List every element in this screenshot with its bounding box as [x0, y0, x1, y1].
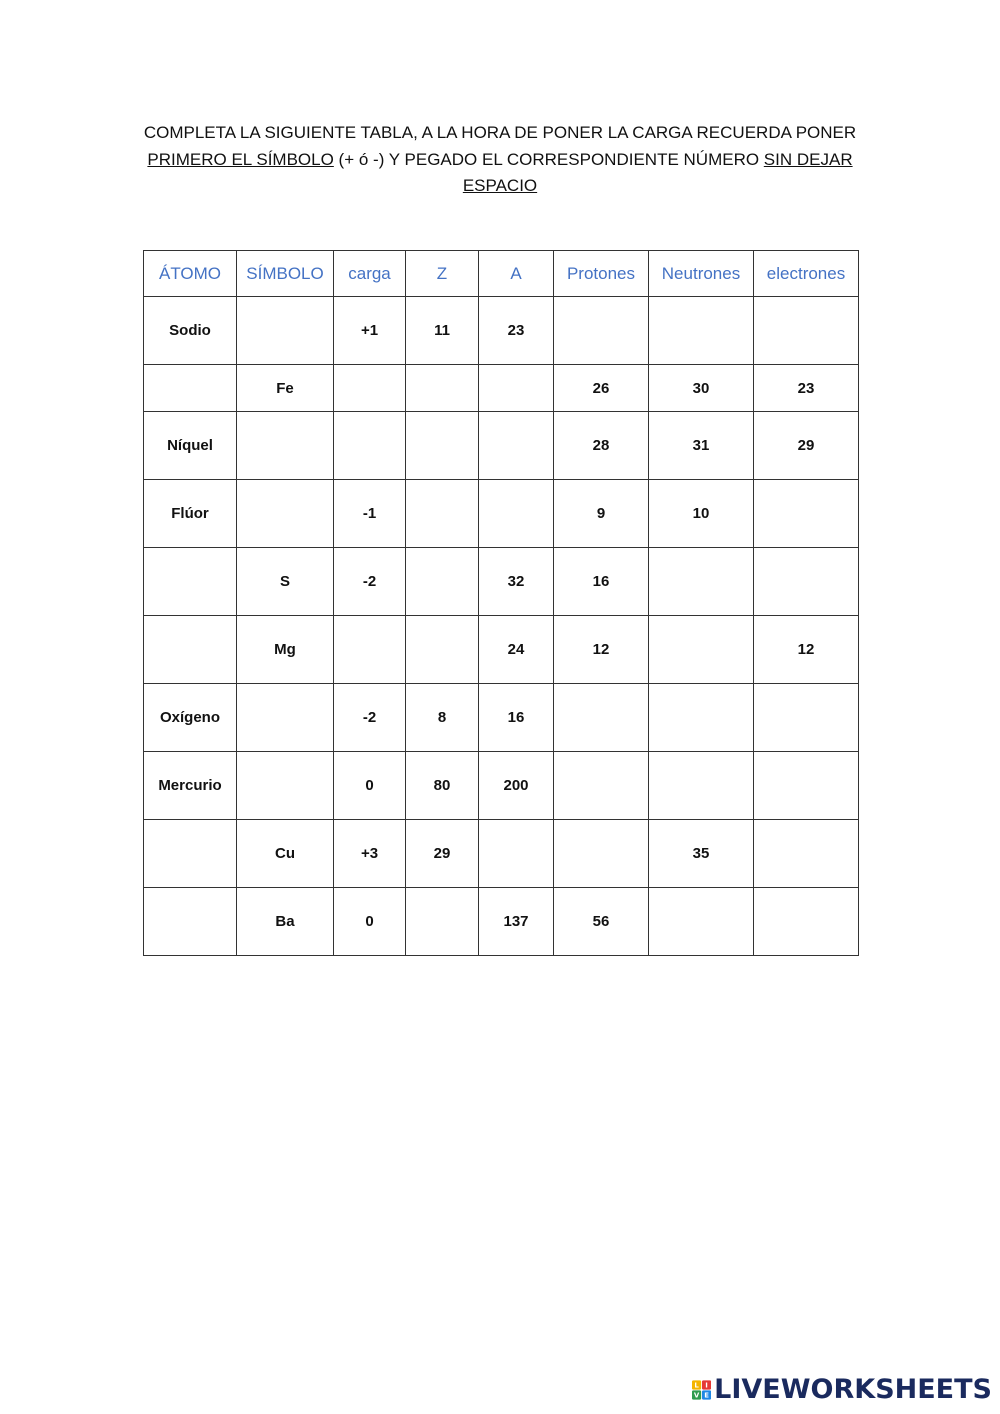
cell-protones[interactable] [554, 297, 649, 365]
cell-carga[interactable] [334, 412, 406, 480]
cell-atomo[interactable] [144, 548, 237, 616]
cell-z[interactable] [406, 412, 479, 480]
cell-z[interactable] [406, 480, 479, 548]
badge-letter-e: E [704, 1391, 709, 1400]
cell-simbolo[interactable] [237, 480, 334, 548]
table-row [144, 297, 859, 365]
cell-a[interactable] [479, 820, 554, 888]
cell-simbolo: Mg [237, 616, 334, 684]
cell-electrones[interactable] [754, 684, 859, 752]
cell-a: 32 [479, 548, 554, 616]
cell-simbolo: Fe [237, 365, 334, 412]
header-protones: Protones [554, 251, 649, 297]
cell-carga[interactable] [334, 365, 406, 412]
header-z: Z [406, 251, 479, 297]
cell-atomo: Flúor [144, 480, 237, 548]
table-row [144, 820, 859, 888]
cell-atomo: Sodio [144, 297, 237, 365]
cell-carga: -1 [334, 480, 406, 548]
instructions-underlined-espacio: ESPACIO [462, 176, 538, 195]
cell-carga: +1 [334, 297, 406, 365]
cell-z: 8 [406, 684, 479, 752]
liveworksheets-badge-icon [692, 1379, 711, 1401]
cell-atomo: Oxígeno [144, 684, 237, 752]
header-row [144, 251, 859, 297]
cell-simbolo: S [237, 548, 334, 616]
badge-letter-l: L [694, 1381, 699, 1390]
table-row [144, 616, 859, 684]
cell-z[interactable] [406, 616, 479, 684]
header-carga: carga [334, 251, 406, 297]
cell-electrones: 12 [754, 616, 859, 684]
cell-protones: 28 [554, 412, 649, 480]
cell-a: 137 [479, 888, 554, 956]
cell-a: 16 [479, 684, 554, 752]
cell-carga: 0 [334, 752, 406, 820]
liveworksheets-logo [692, 1374, 992, 1406]
cell-atomo[interactable] [144, 365, 237, 412]
cell-electrones[interactable] [754, 548, 859, 616]
cell-electrones[interactable] [754, 752, 859, 820]
cell-neutrones: 10 [649, 480, 754, 548]
table-row [144, 684, 859, 752]
table-row [144, 480, 859, 548]
cell-neutrones: 30 [649, 365, 754, 412]
table-row [144, 752, 859, 820]
cell-a[interactable] [479, 365, 554, 412]
instructions-line-1: COMPLETA LA SIGUIENTE TABLA, A LA HORA DE PONER LA CARGA RECUERDA PONER [143, 123, 857, 142]
cell-neutrones[interactable] [649, 684, 754, 752]
cell-atomo[interactable] [144, 820, 237, 888]
cell-simbolo[interactable] [237, 297, 334, 365]
cell-carga: -2 [334, 684, 406, 752]
cell-a: 24 [479, 616, 554, 684]
cell-z: 29 [406, 820, 479, 888]
cell-neutrones[interactable] [649, 752, 754, 820]
cell-neutrones[interactable] [649, 888, 754, 956]
cell-simbolo[interactable] [237, 412, 334, 480]
cell-a: 23 [479, 297, 554, 365]
badge-letter-v: V [693, 1391, 700, 1400]
cell-simbolo: Cu [237, 820, 334, 888]
cell-electrones: 23 [754, 365, 859, 412]
instructions-plain-text: (+ ó -) Y PEGADO EL CORRESPONDIENTE NÚMERO [333, 149, 764, 169]
cell-atomo: Níquel [144, 412, 237, 480]
cell-carga: -2 [334, 548, 406, 616]
cell-protones[interactable] [554, 820, 649, 888]
cell-carga: 0 [334, 888, 406, 956]
instructions [130, 120, 870, 200]
cell-carga[interactable] [334, 616, 406, 684]
cell-protones: 9 [554, 480, 649, 548]
instructions-line-2 [130, 147, 870, 174]
cell-protones: 16 [554, 548, 649, 616]
cell-electrones: 29 [754, 412, 859, 480]
instructions-line-3 [130, 173, 870, 200]
cell-protones: 12 [554, 616, 649, 684]
badge-letter-i: I [705, 1381, 708, 1390]
cell-neutrones[interactable] [649, 548, 754, 616]
cell-electrones[interactable] [754, 888, 859, 956]
cell-z: 80 [406, 752, 479, 820]
table-row [144, 548, 859, 616]
cell-neutrones[interactable] [649, 616, 754, 684]
header-simbolo: SÍMBOLO [237, 251, 334, 297]
header-a: A [479, 251, 554, 297]
cell-atomo[interactable] [144, 616, 237, 684]
instructions-underlined-primero: PRIMERO EL SÍMBOLO [147, 149, 334, 169]
cell-electrones[interactable] [754, 480, 859, 548]
table-row [144, 888, 859, 956]
cell-z[interactable] [406, 888, 479, 956]
cell-neutrones[interactable] [649, 297, 754, 365]
cell-z[interactable] [406, 365, 479, 412]
cell-electrones[interactable] [754, 820, 859, 888]
cell-a: 200 [479, 752, 554, 820]
cell-protones: 26 [554, 365, 649, 412]
cell-electrones[interactable] [754, 297, 859, 365]
cell-neutrones: 35 [649, 820, 754, 888]
cell-simbolo[interactable] [237, 684, 334, 752]
cell-neutrones: 31 [649, 412, 754, 480]
cell-carga: +3 [334, 820, 406, 888]
header-neutrones: Neutrones [649, 251, 754, 297]
atoms-table [143, 250, 859, 956]
instructions-underlined-sin-dejar: SIN DEJAR [763, 149, 853, 169]
header-atomo: ÁTOMO [144, 251, 237, 297]
cell-simbolo[interactable] [237, 752, 334, 820]
cell-a[interactable] [479, 412, 554, 480]
cell-simbolo: Ba [237, 888, 334, 956]
cell-protones: 56 [554, 888, 649, 956]
table-row [144, 365, 859, 412]
cell-z[interactable] [406, 548, 479, 616]
cell-a[interactable] [479, 480, 554, 548]
liveworksheets-wordmark: LIVEWORKSHEETS [714, 1374, 992, 1405]
header-electrones: electrones [754, 251, 859, 297]
cell-atomo: Mercurio [144, 752, 237, 820]
cell-atomo[interactable] [144, 888, 237, 956]
cell-z: 11 [406, 297, 479, 365]
table-row [144, 412, 859, 480]
cell-protones[interactable] [554, 752, 649, 820]
cell-protones[interactable] [554, 684, 649, 752]
